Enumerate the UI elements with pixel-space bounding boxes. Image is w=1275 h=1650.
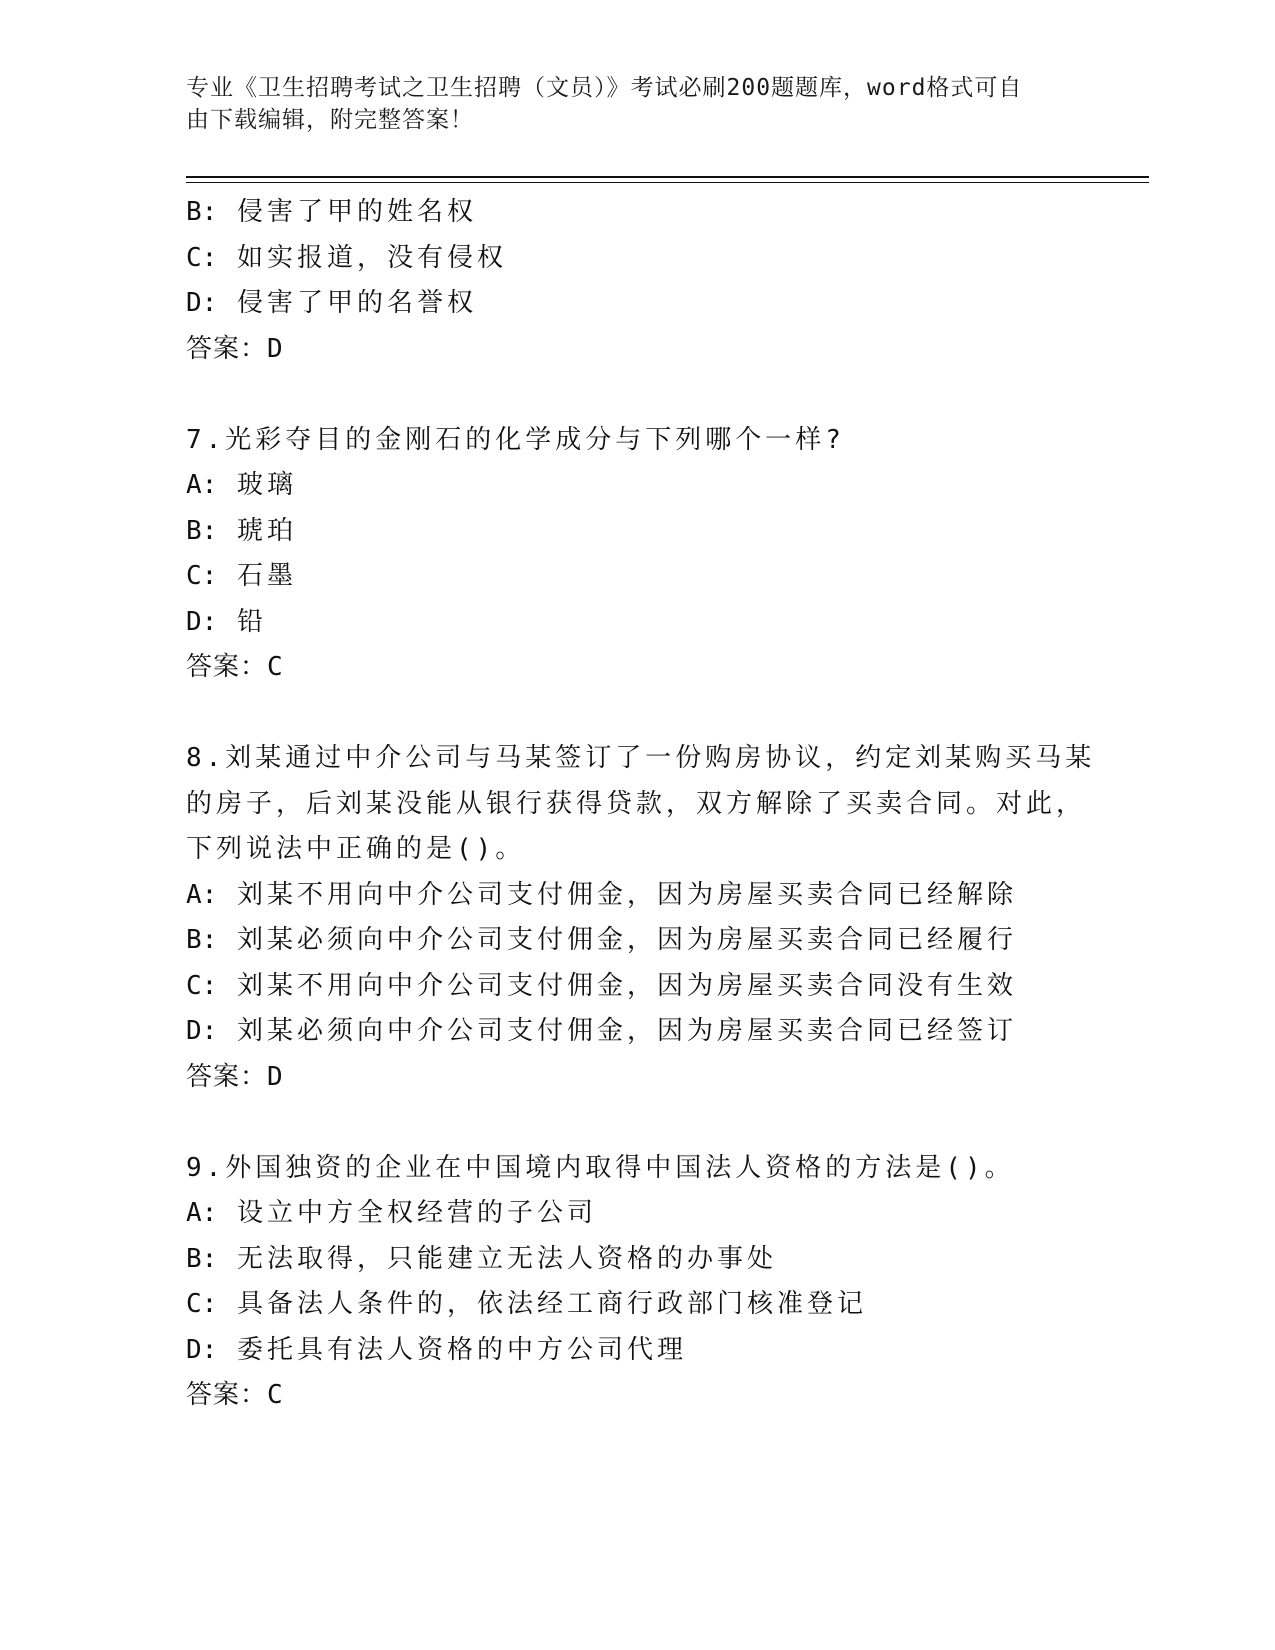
option-text: 委托具有法人资格的中方公司代理 bbox=[236, 1334, 687, 1365]
option-key: D: bbox=[186, 1334, 218, 1365]
option-c bbox=[186, 1282, 1126, 1328]
option-b bbox=[186, 190, 1126, 236]
option-d bbox=[186, 281, 1126, 327]
answer: 答案：C bbox=[186, 652, 284, 682]
option-text: 琥珀 bbox=[236, 515, 297, 546]
option-text: 刘某必须向中介公司支付佣金，因为房屋买卖合同已经履行 bbox=[236, 925, 1017, 955]
option-text: 侵害了甲的名誉权 bbox=[236, 288, 477, 318]
option-d bbox=[186, 1009, 1126, 1055]
option-key: A: bbox=[186, 470, 218, 500]
question-9 bbox=[186, 1146, 1126, 1419]
option-key: D: bbox=[186, 606, 218, 637]
option-key: B: bbox=[186, 515, 218, 546]
header-rule-thick bbox=[186, 176, 1149, 178]
option-c bbox=[186, 964, 1126, 1010]
spacer bbox=[186, 691, 1126, 737]
spacer bbox=[186, 372, 1126, 418]
document-content bbox=[186, 190, 1126, 1419]
option-text: 如实报道，没有侵权 bbox=[236, 242, 507, 273]
option-b bbox=[186, 1237, 1126, 1283]
option-b bbox=[186, 509, 1126, 555]
option-key: D: bbox=[186, 288, 218, 318]
option-key: C: bbox=[186, 1289, 218, 1319]
header-rule-thin bbox=[186, 182, 1149, 183]
option-a bbox=[186, 1191, 1126, 1237]
question-7 bbox=[186, 418, 1126, 691]
option-c bbox=[186, 236, 1126, 282]
option-text: 玻璃 bbox=[236, 470, 297, 500]
option-key: C: bbox=[186, 242, 218, 273]
option-text: 石墨 bbox=[236, 561, 297, 591]
option-key: D: bbox=[186, 1016, 218, 1046]
option-text: 铅 bbox=[236, 606, 267, 637]
question-stem: 的房子，后刘某没能从银行获得贷款，双方解除了买卖合同。对此， bbox=[186, 788, 1087, 819]
question-carryover bbox=[186, 190, 1126, 372]
question-stem: 8.刘某通过中介公司与马某签订了一份购房协议，约定刘某购买马某 bbox=[186, 743, 1096, 773]
header-line-2: 由下载编辑，附完整答案！ bbox=[186, 107, 474, 133]
option-a bbox=[186, 463, 1126, 509]
option-text: 无法取得，只能建立无法人资格的办事处 bbox=[236, 1243, 777, 1274]
option-text: 具备法人条件的，依法经工商行政部门核准登记 bbox=[236, 1289, 867, 1319]
header-line-1: 专业《卫生招聘考试之卫生招聘（文员）》考试必刷200题题库，word格式可自 bbox=[186, 75, 1023, 101]
spacer bbox=[186, 1100, 1126, 1146]
question-stem: 7.光彩夺目的金刚石的化学成分与下列哪个一样? bbox=[186, 424, 845, 455]
option-text: 刘某必须向中介公司支付佣金，因为房屋买卖合同已经签订 bbox=[236, 1016, 1017, 1046]
option-text: 刘某不用向中介公司支付佣金，因为房屋买卖合同已经解除 bbox=[236, 879, 1017, 910]
option-key: C: bbox=[186, 561, 218, 591]
option-text: 刘某不用向中介公司支付佣金，因为房屋买卖合同没有生效 bbox=[236, 970, 1017, 1001]
option-text: 侵害了甲的姓名权 bbox=[236, 197, 477, 227]
option-key: B: bbox=[186, 1243, 218, 1274]
answer: 答案：D bbox=[186, 333, 284, 364]
option-key: A: bbox=[186, 879, 218, 910]
option-d bbox=[186, 600, 1126, 646]
question-stem: 下列说法中正确的是()。 bbox=[186, 834, 526, 864]
answer: 答案：C bbox=[186, 1380, 284, 1410]
option-key: A: bbox=[186, 1198, 218, 1228]
option-b bbox=[186, 918, 1126, 964]
option-key: C: bbox=[186, 970, 218, 1001]
question-stem: 9.外国独资的企业在中国境内取得中国法人资格的方法是()。 bbox=[186, 1152, 1015, 1183]
option-d bbox=[186, 1328, 1126, 1374]
answer: 答案：D bbox=[186, 1061, 284, 1092]
document-header bbox=[186, 72, 1066, 136]
option-key: B: bbox=[186, 197, 218, 227]
option-key: B: bbox=[186, 925, 218, 955]
option-text: 设立中方全权经营的子公司 bbox=[236, 1198, 597, 1228]
option-c bbox=[186, 554, 1126, 600]
option-a bbox=[186, 873, 1126, 919]
question-8 bbox=[186, 736, 1126, 1100]
